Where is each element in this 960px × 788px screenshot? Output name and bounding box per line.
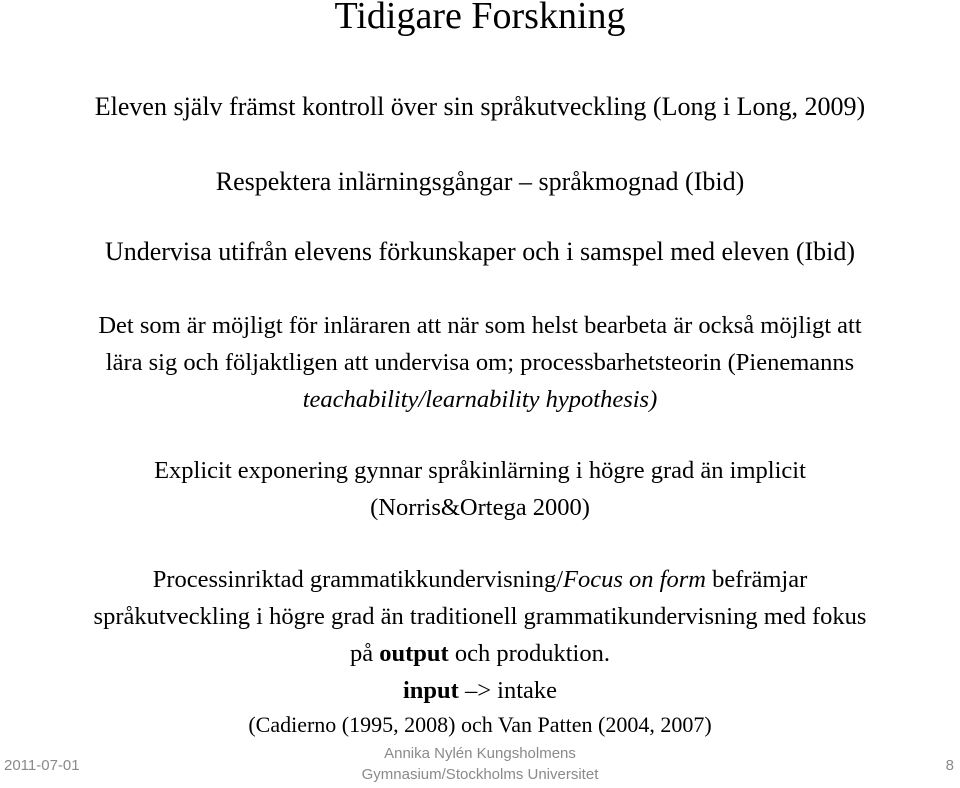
bullet-6-citation: (Cadierno (1995, 2008) och Van Patten (2004, 2007): [248, 712, 712, 737]
slide-title: Tidigare Forskning: [334, 0, 626, 37]
footer-author-line-1: Annika Nylén Kungsholmens: [384, 745, 576, 762]
page-number: 8: [945, 757, 954, 774]
bullet-4-line-1: Det som är möjligt för inläraren att när som helst bearbeta är också möjligt att: [98, 312, 862, 339]
input-bold: input: [402, 677, 459, 704]
bullet-4-line-2: lära sig och följaktligen att undervisa om; processbarhetsteorin (Pienemanns: [105, 349, 855, 376]
bullet-5-line-1: Explicit exponering gynnar språkinlärning i högre grad än implicit: [154, 457, 806, 484]
footer-date: 2011-07-01: [4, 757, 80, 774]
footer-author-line-2: Gymnasium/Stockholms Universitet: [361, 766, 599, 783]
bullet-4-line-3: [0, 386, 960, 414]
bullet-5-line-2: (Norris&Ortega 2000): [370, 494, 590, 521]
bullet-2: Respektera inlärningsgångar – språkmognad (Ibid): [215, 167, 745, 196]
bullet-6-line-1: Processinriktad grammatikkundervisning/Focus on form befrämjar: [152, 566, 808, 593]
bullet-6-line-3: på output och produktion.: [350, 640, 610, 667]
focus-on-form: Focus on form: [563, 566, 706, 593]
bullet-6-line-4: input –> intake: [402, 677, 558, 704]
arrow: –>: [458, 677, 498, 704]
bullet-4-italic: teachability/learnability hypothesis): [302, 386, 658, 413]
bullet-3: Undervisa utifrån elevens förkunskaper och i samspel med eleven (Ibid): [104, 237, 856, 266]
bullet-6-line-2: språkutveckling i högre grad än traditionell grammatikundervisning med fokus: [93, 603, 867, 630]
output-bold: output: [379, 640, 449, 667]
bullet-1: Eleven själv främst kontroll över sin språkutveckling (Long i Long, 2009): [94, 92, 866, 121]
